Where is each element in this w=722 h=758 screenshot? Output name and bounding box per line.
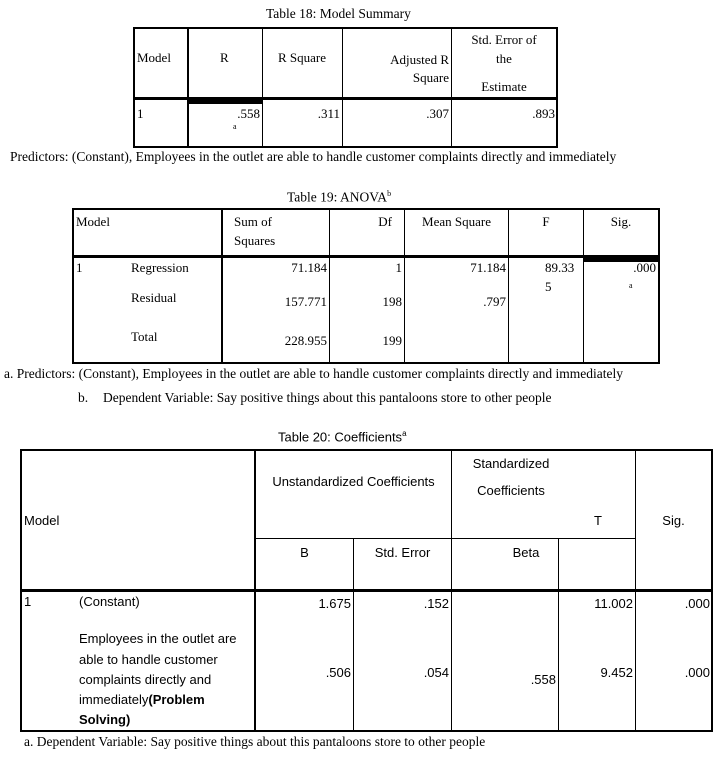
table18-note: Predictors: (Constant), Employees in the outlet are able to handle customer complaints directly and immediately: [10, 149, 617, 164]
t18-cell-r: .558: [237, 106, 260, 121]
t20-row-sig: .000: [684, 596, 710, 611]
t20-row-label-bold: (Problem: [148, 692, 205, 707]
t19-cell-model: 1: [76, 260, 83, 275]
table19-caption-text: Table 19: ANOVA: [287, 189, 388, 205]
t20-header-b: B: [300, 545, 309, 560]
t18-header-sem-3: Estimate: [481, 79, 527, 94]
table20-caption-text: Table 20: Coefficients: [278, 429, 403, 445]
t20-row-b: 1.675: [318, 596, 351, 611]
t20-row-label-line-4: [79, 690, 205, 709]
t19-row-df: 198: [382, 294, 402, 309]
t19-row-ms: .797: [483, 294, 506, 309]
table19-note-a: a. Predictors: (Constant), Employees in the outlet are able to handle customer complaints directly and immediately: [4, 366, 623, 381]
t18-header-adj-1: Adjusted R: [390, 52, 449, 67]
t19-header-model: Model: [76, 214, 110, 229]
t20-row-t: 11.002: [594, 596, 633, 611]
t20-row-label-text: immediately: [79, 692, 149, 707]
t20-cell-model: 1: [24, 594, 32, 609]
t18-header-sem-2: the: [496, 51, 512, 66]
table18-caption: Table 18: Model Summary: [266, 6, 411, 21]
t19-row-label: Regression: [131, 260, 189, 275]
t19-row-ss: 228.955: [284, 333, 327, 348]
t18-cell-r-square: .311: [317, 106, 340, 121]
t19-row-label: Residual: [131, 290, 177, 305]
t19-row-f-2: 5: [545, 279, 552, 294]
t20-header-beta: Beta: [512, 545, 540, 560]
t19-row-sig-sup: a: [629, 281, 633, 290]
t19-row-ss: 71.184: [291, 260, 327, 275]
t19-row-df: 1: [395, 260, 402, 275]
t18-header-r: R: [220, 50, 229, 65]
t19-header-f: F: [542, 214, 550, 229]
t19-row-sig: .000: [633, 260, 656, 275]
t19-header-ss-1: Sum of: [234, 214, 272, 229]
table20-note: a. Dependent Variable: Say positive things about this pantaloons store to other people: [24, 734, 486, 749]
t18-header-r-square: R Square: [278, 50, 327, 65]
t20-header-std-error: Std. Error: [374, 545, 431, 560]
t19-header-sig: Sig.: [610, 214, 632, 229]
t18-header-sem-1: Std. Error of: [471, 32, 537, 47]
t20-row-t: 9.452: [600, 665, 633, 680]
t19-header-df: Df: [378, 214, 392, 229]
t20-row-label-line: able to handle customer: [79, 652, 218, 667]
t20-header-std-2: Coefficients: [477, 483, 545, 498]
t20-row-beta: .558: [530, 672, 556, 687]
t20-header-unstd: Unstandardized Coefficients: [272, 474, 435, 489]
t18-cell-adj: .307: [426, 106, 449, 121]
t19-row-f-1: 89.33: [545, 260, 575, 275]
t18-cell-sem: .893: [532, 106, 555, 121]
t20-header-model: Model: [24, 513, 60, 528]
table19-note-b: Dependent Variable: Say positive things about this pantaloons store to other people: [103, 390, 552, 405]
t20-row-label-bold-2: Solving): [79, 712, 131, 727]
t20-row-se: .152: [423, 596, 449, 611]
t20-row-label-line: Employees in the outlet are: [79, 631, 237, 646]
t20-header-std-1: Standardized: [472, 456, 550, 471]
table19-caption: [287, 189, 391, 206]
table19-caption-sup: b: [387, 189, 392, 198]
t18-cell-r-sup: a: [233, 122, 237, 131]
t18-header-adj-2: Square: [412, 70, 449, 85]
t19-row-label: Total: [131, 329, 158, 344]
t19-header-ss-2: Squares: [234, 233, 276, 248]
t19-row-ms: 71.184: [470, 260, 506, 275]
table19-note-b-marker: b.: [78, 390, 89, 405]
t18-header-model: Model: [137, 50, 171, 65]
table20-caption: [278, 429, 407, 444]
t19-row-ss: 157.771: [284, 294, 327, 309]
t20-header-sig: Sig.: [662, 513, 685, 528]
t20-row-sig: .000: [684, 665, 710, 680]
t20-row-b: .506: [325, 665, 351, 680]
t18-cell-model: 1: [137, 106, 144, 121]
t20-header-t: T: [594, 513, 602, 528]
t20-row-label-line: complaints directly and: [79, 672, 212, 687]
t20-row-label: (Constant): [79, 594, 140, 609]
t20-row-se: .054: [423, 665, 449, 680]
t19-row-df: 199: [382, 333, 402, 348]
t19-header-ms: Mean Square: [422, 214, 491, 229]
table20-caption-sup: a: [402, 429, 407, 438]
